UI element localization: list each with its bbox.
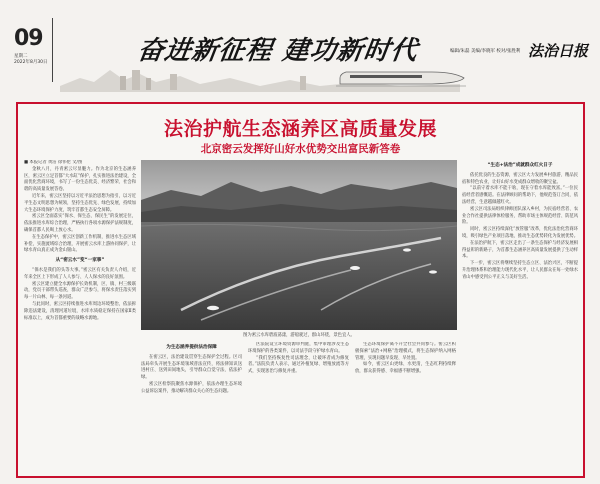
reservoir-photo-image: [141, 160, 457, 330]
article-headline: 法治护航生态涵养区高质量发展: [163, 118, 437, 140]
paragraph: 近年来，密云区坚持以习近平法治思想为指引，以习近平生态文明思想为统领，坚持生态优先、绿色发展，持续加大生态环境保护力度，筑牢首都生态安全屏障。: [24, 193, 136, 213]
paragraph: 生态环境保护离不开全社会共同参与。密云区积极探索“法治+网格”治理模式，将生态保护纳入网格管理，实现问题早发现、早处置。: [355, 342, 456, 361]
article-frame: [16, 102, 585, 478]
paragraph: “保水是我们的头等大事。”密云区有关负责人介绍，近年来全区上下形成了人人参与、人人保水的良好氛围。: [24, 267, 136, 280]
issue-date-text: 2022年8月30日: [14, 60, 48, 65]
page-number: 09: [14, 26, 43, 51]
section-subhead: “生态+法治”成就群众红火日子: [487, 163, 553, 168]
middle-text-column-2: [248, 342, 349, 476]
paragraph: 下一步，密云区将继续坚持生态立区、法治兴区，不断提升治理体系和治理能力现代化水平，让人民群众在每一处绿水青山中感受到公平正义与美好生活。: [462, 261, 578, 280]
paragraph: 在生态保护中，密云区创新工作机制，推进水生态区域补偿，实施流域综合治理，开展密云水库上游协同保护，让绿水青山真正成为金山银山。: [24, 234, 136, 254]
editors-credit: 编辑/朱磊 美编/李晓军 校对/张胜利: [450, 49, 521, 54]
left-text-column: [24, 160, 136, 476]
paragraph: 同时，密云区持续深化“放管服”改革，优化法治化营商环境，吸引绿色产业项目落地，推动生态优势转化为发展优势。: [462, 227, 578, 239]
paragraph: “以前守着水库不能干啥，现在守着水库能致富。”一位民宿经营者感慨道。在法律顾问的帮助下，他规范签订合同，依法经营，生意越做越红火。: [462, 186, 578, 205]
middle-text-column-1: [141, 342, 242, 476]
paragraph: 如今，密云区山更绿、水更清，生态红利持续释放，群众获得感、幸福感不断增强。: [355, 362, 456, 375]
page-masthead: [0, 0, 600, 98]
right-text-column: [462, 160, 578, 476]
masthead-slogan: 奋进新征程 建功新时代: [135, 36, 420, 66]
byline: ■ 本报记者 黄洁 徐伟伦 文/图: [24, 160, 83, 165]
paragraph: “我们坚持恢复性司法理念，让破坏者成为修复者。”法院负责人表示，通过补植复绿、增殖放流等方式，实现惩治与修复并重。: [248, 355, 349, 375]
middle-text-column-3: [355, 342, 456, 476]
high-speed-train-illustration: [336, 66, 466, 88]
reservoir-photo: [141, 160, 457, 330]
paragraph: 在密云区，法治建设贯穿生态保护全过程。区司法局牵头开展生态环境领域普法宣传，将法律知识送进村庄、送到田间地头，引导群众自觉守法、依法护绿。: [141, 354, 242, 381]
paragraph: 金秋八月，丹青密云尽显魅力。作为北京的生态涵养区，密云区立足首都“大水缸”保护，扎实推进法治建设，全面优化营商环境，书写了一份生态优美、经济繁荣、社会和谐的高质量发展答卷。: [24, 166, 136, 193]
photo-caption: 图为密云水库碧波荡漾，游船驶过，群山环绕，景色宜人。: [243, 333, 355, 338]
paragraph: 密云区全面落实“保水、保生态、保民生”的发展定位，依法推进水库综合治理，严格执行各项水源保护法规制度，确保首都人民喝上放心水。: [24, 214, 136, 233]
masthead-divider: [52, 18, 53, 82]
newspaper-logo: 法治日报: [528, 42, 589, 60]
paragraph: 在法治护航下，密云区走出了一条生态保护与经济发展相得益彰的新路子，为首都生态涵养区高质量发展提供了生动样本。: [462, 240, 578, 260]
paragraph: 密云区司法局组织律师团队深入乡村，为民宿经营者、农业合作社提供法律体检服务，帮助市场主体规范经营、防范风险。: [462, 206, 578, 226]
paragraph: 密云区检察院聚焦水源保护，依法办理生态环境公益诉讼案件，推动解决群众关心的生态问题。: [141, 381, 242, 394]
paragraph: 与此同时，密云区持续推进水库周边环境整治，依法拆除违法建设，清理河道垃圾，水库水质稳定保持在国家Ⅱ类标准以上，成为首都重要的战略水源地。: [24, 301, 136, 321]
paragraph: 区法院设立环境资源审判庭，集中审理涉及生态环境保护的各类案件，以司法手段守护绿水青山。: [248, 342, 349, 354]
section-subhead: 从“密云水”变“一家事”: [55, 258, 105, 264]
issue-weekday: 星期二: [14, 54, 28, 59]
page-number-block: [10, 4, 48, 74]
section-subhead: 为生态涵养提供法治保障: [166, 345, 217, 350]
paragraph: 密云区建立健全水源保护长效机制，区、镇、村三级联动，党员干部带头巡查，群众广泛参与，将保水责任落实到每一片山林、每一条河道。: [24, 281, 136, 301]
paragraph: 依托优良的生态资源，密云区大力发展乡村旅游、精品民宿和特色农业，让好山好水变成群众增收的聚宝盆。: [462, 172, 578, 185]
article-subheadline: 北京密云发挥好山好水优势交出富民新答卷: [200, 143, 401, 155]
